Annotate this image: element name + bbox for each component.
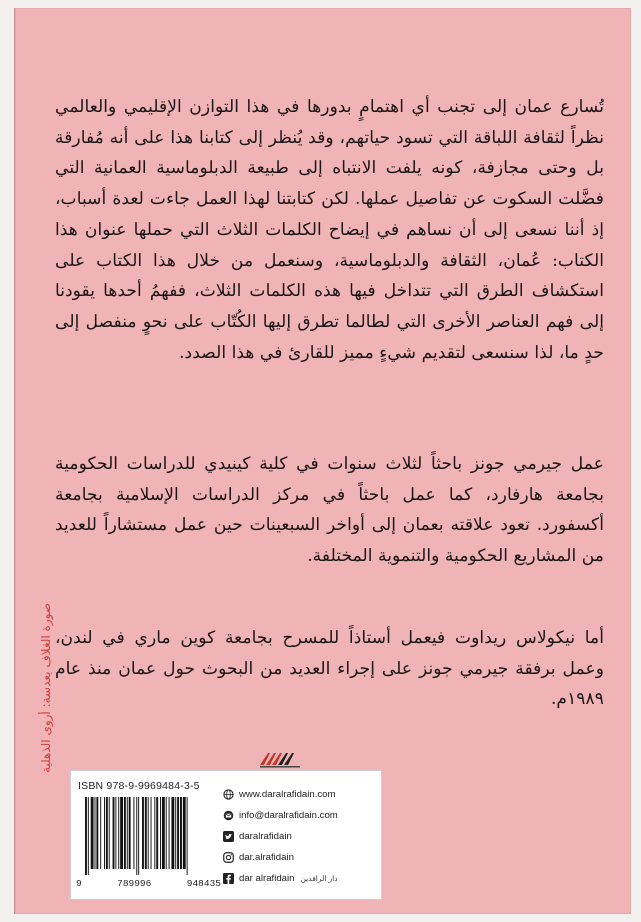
globe-icon: [223, 789, 234, 800]
cover-photo-credit: صورة الغلاف بعدسة: أروى الذهلية: [39, 602, 53, 774]
contact-instagram-text: dar.alrafidain: [239, 851, 294, 863]
contact-instagram[interactable]: [223, 849, 294, 865]
contact-email-text: info@daralrafidain.com: [239, 809, 338, 821]
synopsis-paragraph: تُسارع عمان إلى تجنب أي اهتمامٍ بدورها في هذا التوازن الإقليمي والعالمي نظراً لثقافة اللباقة التي تسود حياتهم، وقد يُنظر إلى كتابنا هذا على أنه مُفارقة بل وحتى مجازفة، كونه يلفت الانتباه إلى طبيعة الدبلوماسية العمانية التي فضَّلت السكوت عن تفاصيل عملها. لكن كتابتنا لهذا العمل جاءت لعدة أسباب، إذ أننا نسعى إلى أن نساهم في إيضاح الكلمات الثلاث التي حملها عنوان هذا الكتاب: عُمان، الثقافة والدبلوماسية، وسنعمل من خلال هذا الكتاب على استكشاف الطرق التي تتداخل فيها هذه الكلمات الثلاث، ففهمُ أحدها يقودنا إلى فهم العناصر الأخرى التي لطالما تطرق إليها الكُتّاب على نحوٍ منفصل إلى حدٍ ما، لذا سنسعى لتقديم شيءٍ مميز للقارئ في هذا الصدد.: [55, 97, 604, 363]
barcode-image: [83, 797, 215, 875]
contact-twitter[interactable]: [223, 828, 292, 844]
twitter-icon: [223, 831, 234, 842]
author-bio-jones: عمل جيرمي جونز باحثاً لثلاث سنوات في كلية كينيدي للدراسات الحكومية بجامعة هارفارد، كما عمل باحثاً في مركز الدراسات الإسلامية بجامعة أكسفورد. تعود علاقته بعمان إلى أواخر السبعينات حين عمل مستشاراً للعديد من المشاريع الحكومية والتنموية المختلفة.: [55, 454, 604, 567]
contact-website[interactable]: [223, 786, 336, 802]
barcode-panel: [70, 770, 382, 900]
barcode-digit-group-2: 948435: [186, 878, 221, 889]
contact-facebook-text: dar alrafidain: [239, 872, 295, 884]
publisher-logo: [258, 749, 306, 769]
barcode-digits: [76, 878, 221, 889]
isbn-label: ISBN 978-9-9969484-3-5: [78, 780, 200, 792]
barcode-digit-lead: 9: [76, 878, 82, 889]
facebook-icon: [223, 873, 234, 884]
author-bio-rideout: أما نيكولاس ريداوت فيعمل أستاذاً للمسرح بجامعة كوين ماري في لندن، وعمل برفقة جيرمي جونز على إجراء العديد من البحوث حول عمان منذ عام ١٩٨٩م.: [55, 628, 604, 710]
contact-facebook[interactable]: [223, 870, 338, 886]
contact-website-text: www.daralrafidain.com: [239, 788, 336, 800]
barcode-digit-group-1: 789996: [117, 878, 152, 889]
book-back-cover: [14, 8, 631, 914]
contact-email[interactable]: [223, 807, 338, 823]
contact-twitter-text: daralrafidain: [239, 830, 292, 842]
email-icon: [223, 810, 234, 821]
publisher-name-arabic: دار الرافدين: [300, 873, 338, 883]
instagram-icon: [223, 852, 234, 863]
